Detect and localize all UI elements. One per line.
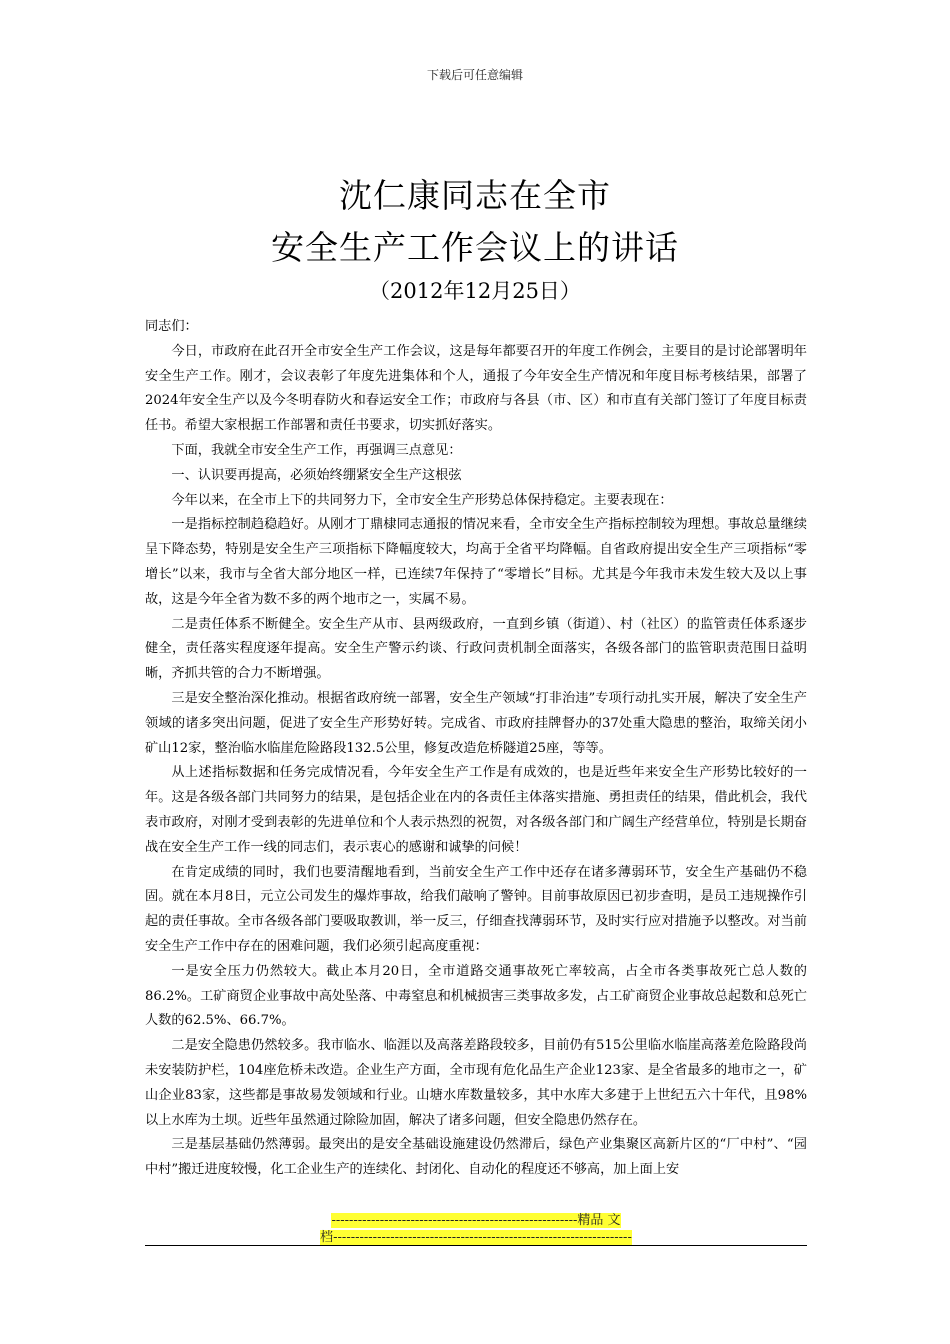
footer-watermark-line-1: --------------------------------------------------------精品 文 [331, 1213, 621, 1228]
page-title-line-1: 沈仁康同志在全市 [339, 176, 611, 215]
paragraph: 今年以来，在全市上下的共同努力下，全市安全生产形势总体保持稳定。主要表现在： [171, 492, 673, 508]
paragraph: 在肯定成绩的同时，我们也要清醒地看到，当前安全生产工作中还存在诸多薄弱环节，安全生产基础仍不稳固。就在本月8日，元立公司发生的爆炸事故，给我们敲响了警钟。目前事故原因已初步查明，是员工违规操作引起的责任事故。全市各级各部门要吸取教训，举一反三，仔细查找薄弱环节，及时实行应对措施予以整改。对当前安全生产工作中存在的困难问题，我们必须引起高度重视： [145, 864, 807, 954]
header-note: 下载后可任意编辑 [426, 68, 523, 82]
salutation: 同志们： [145, 319, 198, 334]
paragraph: 今日，市政府在此召开全市安全生产工作会议，这是每年都要召开的年度工作例会，主要目的是讨论部署明年安全生产工作。刚才，会议表彰了年度先进集体和个人，通报了今年安全生产情况和年度目标考核结果，部署了2024年安全生产以及今冬明春防火和春运安全工作；市政府与各县（市、区）和市直有关部门签订了年度目标责任书。希望大家根据工作部署和责任书要求，切实抓好落实。 [145, 343, 807, 434]
speech-body [145, 315, 807, 1183]
speech-date: （2012年12月25日） [369, 279, 581, 303]
paragraph: 一是安全压力仍然较大。截止本月20日，全市道路交通事故死亡率较高，占全市各类事故死亡总人数的86.2%。工矿商贸企业事故中高处坠落、中毒窒息和机械损害三类事故多发，占工矿商贸企业事故总起数和总死亡人数的62.5%、66.7%。 [145, 963, 807, 1029]
paragraph: 一是指标控制趋稳趋好。从刚才丁鼎棣同志通报的情况来看，全市安全生产指标控制较为理想。事故总量继续呈下降态势，特别是安全生产三项指标下降幅度较大，均高于全省平均降幅。自省政府提出安全生产三项指标“零增长”以来，我市与全省大部分地区一样，已连续7年保持了“零增长”目标。尤其是今年我市未发生较大及以上事故，这是今年全省为数不多的两个地市之一，实属不易。 [145, 517, 807, 607]
paragraph: 三是安全整治深化推动。根据省政府统一部署，安全生产领域“打非治违”专项行动扎实开展，解决了安全生产领域的诸多突出问题，促进了安全生产形势好转。完成省、市政府挂牌督办的37处重大隐患的整治，取缔关闭小矿山12家，整治临水临崖危险路段132.5公里，修复改造危桥隧道25座，等等。 [145, 690, 807, 756]
paragraph: 二是安全隐患仍然较多。我市临水、临涯以及高落差路段较多，目前仍有515公里临水临崖高落差危险路段尚未安装防护栏，104座危桥未改造。企业生产方面，全市现有危化品生产企业123家、是全省最多的地市之一，矿山企业83家，这些都是事故易发领域和行业。山塘水库数量较多，其中水库大多建于上世纪五六十年代，且98%以上水库为土坝。近些年虽然通过除险加固，解决了诸多问题，但安全隐患仍然存在。 [145, 1038, 807, 1128]
paragraph: 二是责任体系不断健全。安全生产从市、县两级政府，一直到乡镇（街道）、村（社区）的监管责任体系逐步健全，责任落实程度逐年提高。安全生产警示约谈、行政问责机制全面落实，各级各部门的监管职责范围日益明晰，齐抓共管的合力不断增强。 [145, 616, 807, 682]
paragraph: 下面，我就全市安全生产工作，再强调三点意见： [171, 442, 462, 458]
footer-divider [145, 1245, 807, 1246]
page-title-line-2: 安全生产工作会议上的讲话 [271, 228, 679, 267]
footer-watermark [145, 1212, 807, 1246]
footer-watermark-line-2: 档-------------------------------------------------------------------- [320, 1230, 632, 1245]
paragraph: 三是基层基础仍然薄弱。最突出的是安全基础设施建设仍然滞后，绿色产业集聚区高新片区的“厂中村”、“园中村”搬迁进度较慢，化工企业生产的连续化、封闭化、自动化的程度还不够高，加上面上安 [145, 1137, 807, 1178]
paragraph: 从上述指标数据和任务完成情况看，今年安全生产工作是有成效的，也是近些年来安全生产形势比较好的一年。这是各级各部门共同努力的结果，是包括企业在内的各责任主体落实措施、勇担责任的结果，借此机会，我代表市政府，对刚才受到表彰的先进单位和个人表示热烈的祝贺，对各级各部门和广阔生产经营单位，特别是长期奋战在安全生产工作一线的同志们，表示衷心的感谢和诚挚的问候！ [145, 765, 807, 855]
section-heading: 一、认识要再提高，必须始终绷紧安全生产这根弦 [171, 467, 462, 483]
